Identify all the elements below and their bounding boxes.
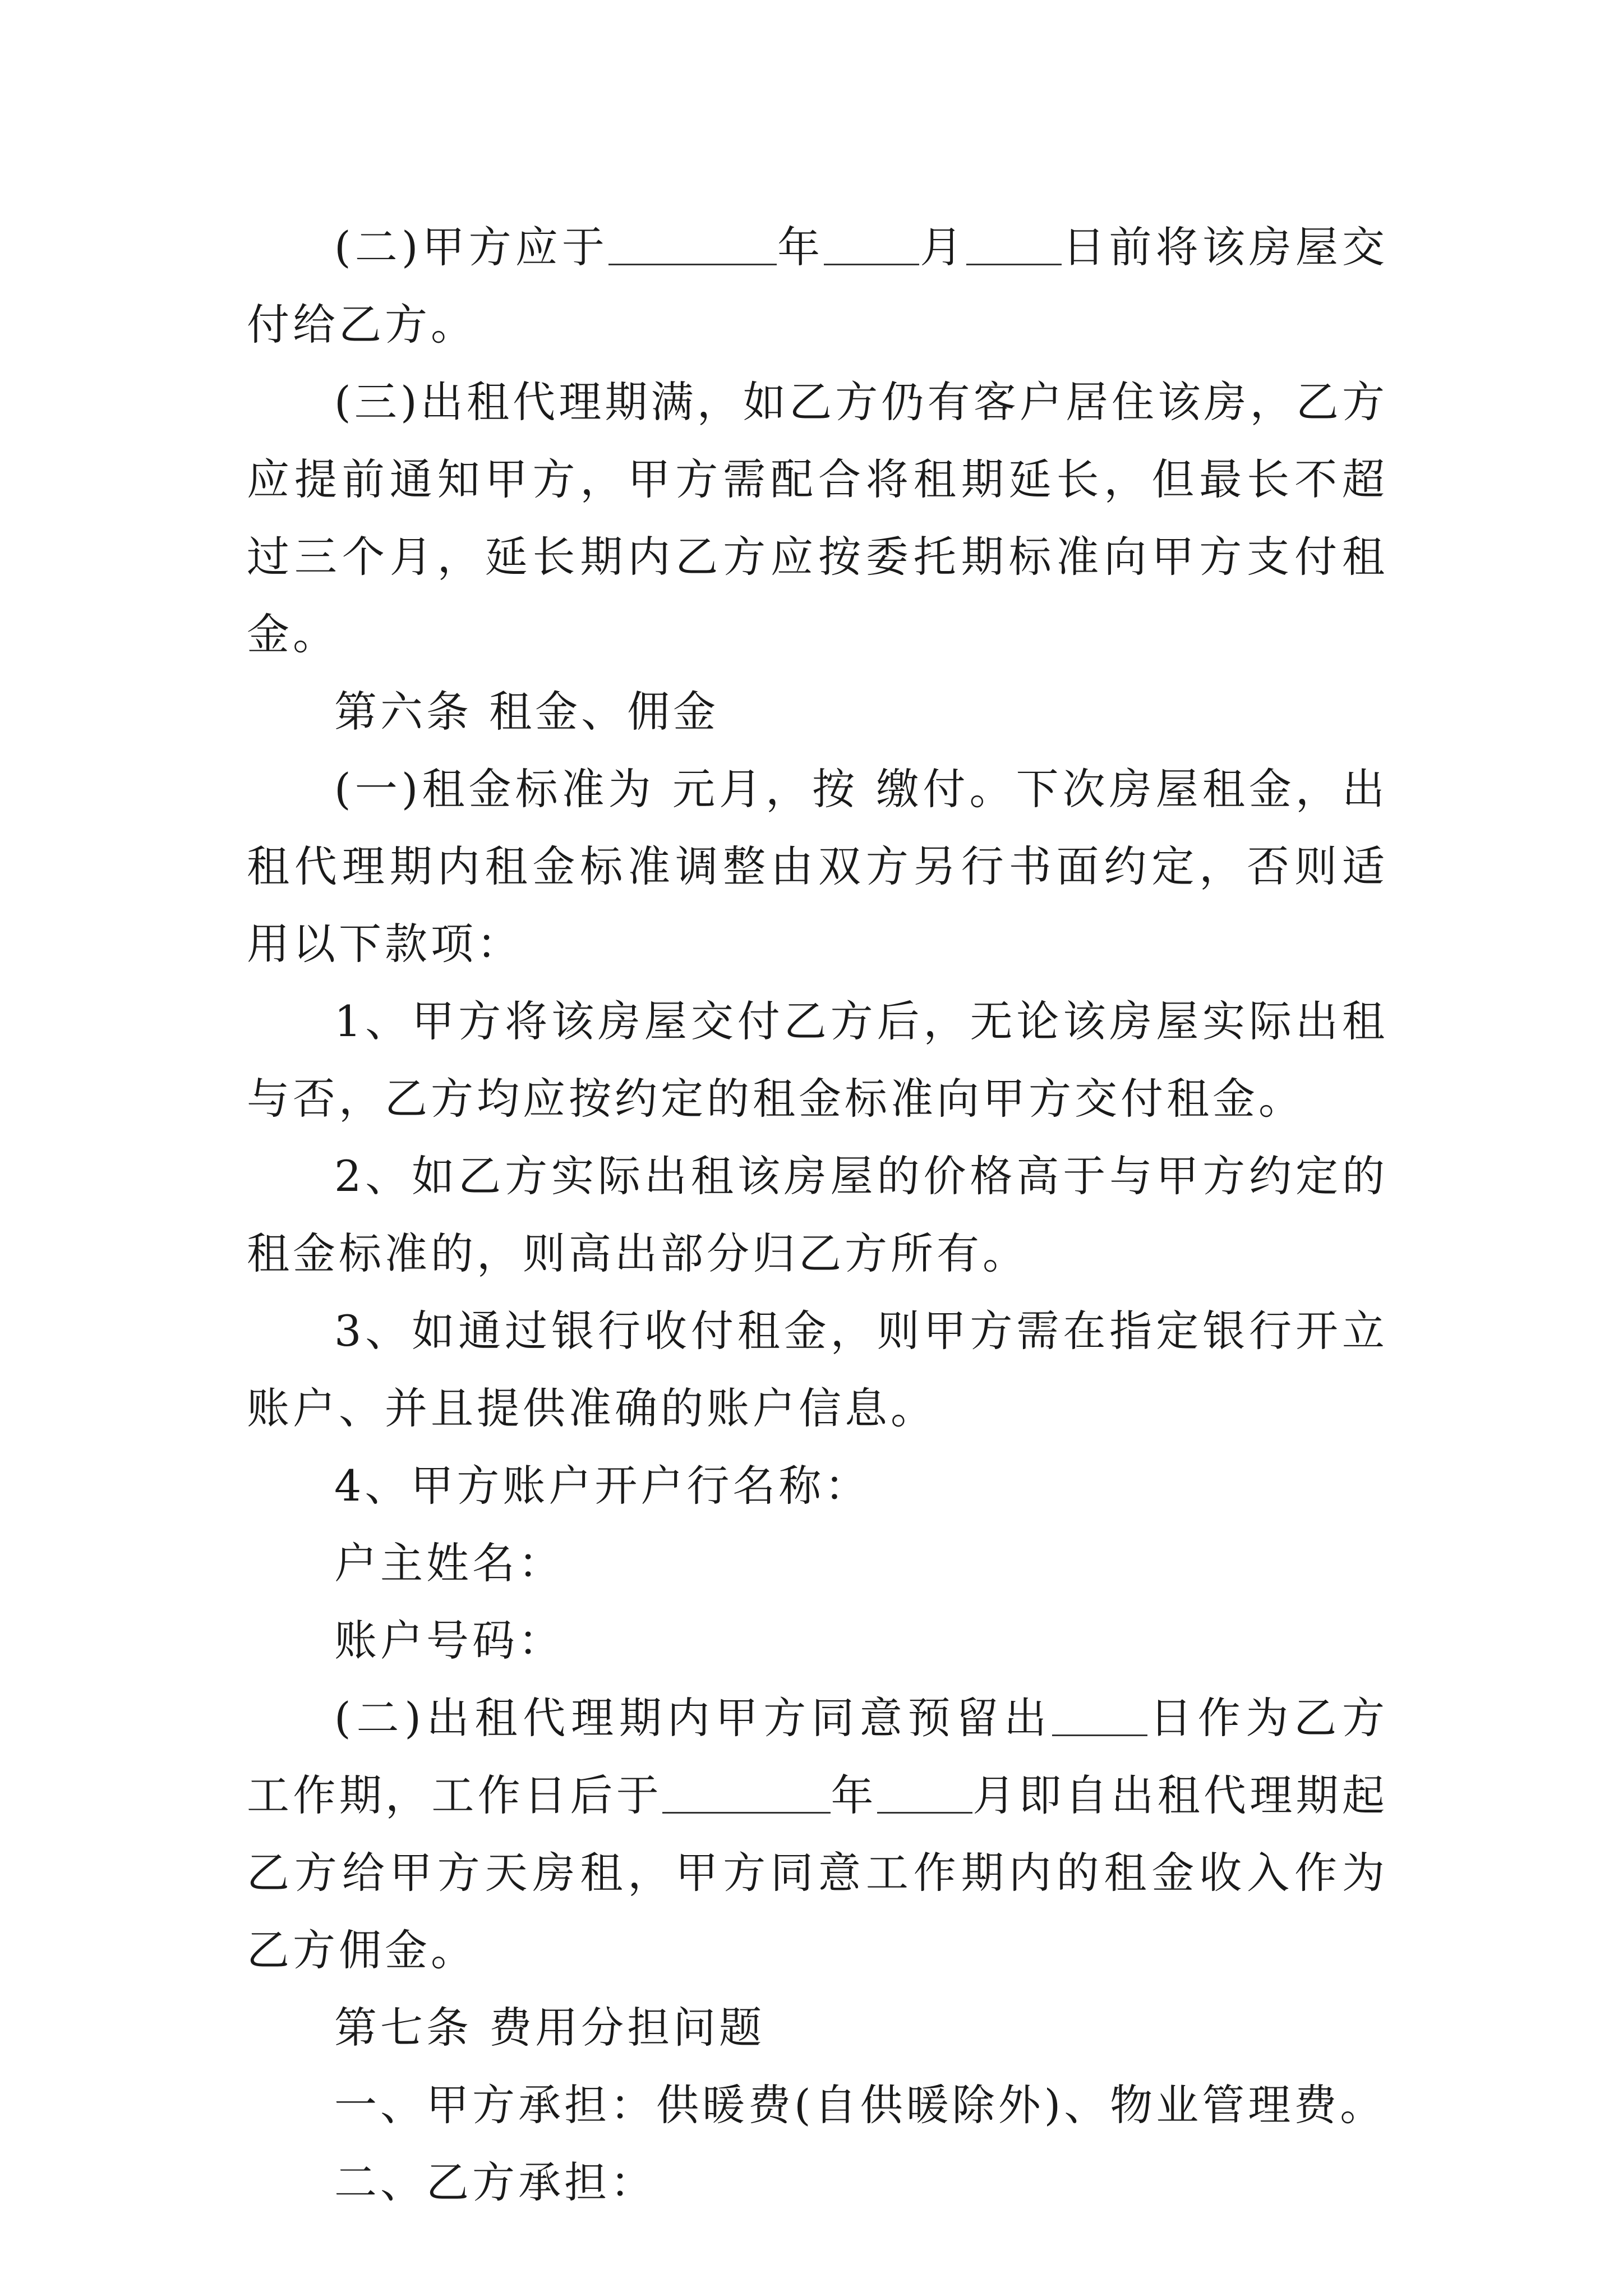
clause-text: 年 — [831, 1770, 877, 1820]
account-number: 账户号码： — [334, 1616, 564, 1665]
month-blank — [824, 221, 919, 265]
article-7-heading: 第七条 费用分担问题 — [334, 2003, 766, 2053]
day-blank — [966, 221, 1062, 265]
days-blank — [1052, 1692, 1147, 1736]
item-4-bank-name: 4、甲方账户开户行名称： — [334, 1461, 871, 1511]
party-a-costs: 一、甲方承担：供暖费(自供暖除外)、物业管理费。 — [334, 2080, 1386, 2130]
item-3-bank-account: 3、如通过银行收付租金，则甲方需在指定银行开立账户、并且提供准确的账户信息。 — [247, 1306, 1388, 1433]
clause-text: 日前将该房屋交付给乙方。 — [247, 222, 1388, 349]
clause-commission — [247, 1680, 1388, 1989]
year-blank — [608, 221, 777, 265]
clause-text: 日作为乙方工作期，工作日后于 — [247, 1693, 1388, 1820]
document-body — [247, 209, 1388, 2221]
article-6-heading: 第六条 租金、佣金 — [334, 687, 720, 737]
clause-text: 月 — [919, 222, 967, 272]
clause-text: 年 — [776, 222, 824, 272]
clause-text: (二)甲方应于 — [334, 222, 608, 272]
account-holder-name: 户主姓名： — [334, 1538, 564, 1588]
clause-rent-standard: (一)租金标准为 元月，按 缴付。下次房屋租金，出租代理期内租金标准调整由双方另行书面约定，否则适用以下款项： — [247, 764, 1388, 969]
clause-delivery-date — [247, 209, 1388, 364]
clause-text: 月即自出租代理期起乙方给甲方天房租，甲方同意工作期内的租金收入作为乙方佣金。 — [247, 1770, 1389, 1975]
clause-text: (二)出租代理期内甲方同意预留出 — [334, 1693, 1053, 1743]
item-2-excess-price: 2、如乙方实际出租该房屋的价格高于与甲方约定的租金标准的，则高出部分归乙方所有。 — [247, 1151, 1388, 1278]
year-blank — [662, 1769, 831, 1814]
month-blank — [877, 1769, 972, 1814]
party-b-costs: 二、乙方承担： — [334, 2157, 656, 2207]
item-1-rent-payment: 1、甲方将该房屋交付乙方后，无论该房屋实际出租与否，乙方均应按约定的租金标准向甲方交付租金。 — [247, 996, 1388, 1124]
clause-expiry-extension: (三)出租代理期满，如乙方仍有客户居住该房，乙方应提前通知甲方，甲方需配合将租期延长，但最长不超过三个月，延长期内乙方应按委托期标准向甲方支付租金。 — [247, 377, 1388, 659]
